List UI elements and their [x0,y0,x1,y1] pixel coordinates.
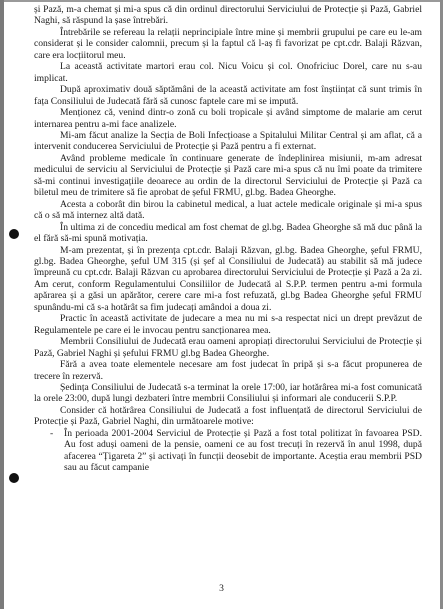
paragraph: Consider că hotărârea Consiliului de Judecată a fost influențată de directorul Serviciului de Protecție și Pază, Gabriel Naghi, din următoarele motive: [34,404,422,428]
paragraph: și Pază, m-a chemat și mi-a spus că din ordinul directorului Serviciului de Protecție și Pază, Gabriel Naghi, să răspund la șase întrebări. [34,4,422,27]
paragraph: Menționez că, venind dintr-o zonă cu boli tropicale și având simptome de malarie am cerut internarea pentru a-mi face analizele. [34,107,422,130]
document-body [34,4,422,474]
paragraph: Mi-am făcut analize la Secția de Boli Infecțioase a Spitalului Militar Central și am aflat, că a intervenit conducerea Serviciului de Protecție și Pază pentru a fi externat. [34,129,422,153]
page-top-edge [0,0,443,2]
paragraph: Acesta a coborât din birou la cabinetul medical, a luat actele medicale originale și mi-a spus că o să mă internez altă dată. [34,198,422,222]
paragraph: După aproximativ două săptămâni de la această activitate am fost înștiințat că sunt trimis în fața Consiliului de Judecată fără să cunosc faptele care mi se impută. [34,84,422,107]
paragraph: Întrebările se refereau la relații neprincipiale între mine și membrii grupului pe care eu le-am considerat și le consider calomnii, precum și la faptul că l-aș fi favorizat pe cpt.cdr. Balaji Răzvan, care era locțiitorul meu. [34,26,422,61]
bullet-item: - În perioada 2001-2004 Serviciul de Protecție și Pază a fost total politizat în favoarea PSD. Au fost aduși oameni de la pensie, oameni ce au fost trecuți în rezervă în anul 1998, după afacerea “Țigareta 2” și activați în funcții deosebit de importante. Aceștia erau membrii PSD sau au făcut campanie [64,428,422,474]
paragraph: Având probleme medicale în continuare generate de îndeplinirea misiunii, m-am adresat medicului de serviciu al Serviciului de Protecție și Pază care mi-a spus că nu îmi poate da trimitere să-mi continui investigațiile deoarece au ordin de la directorul Serviciului de Protecție și Pază ca biletul meu de trimitere să fie aprobat de șeful FRMU, gl.bg. Badea Gheorghe. [34,152,422,199]
paragraph: Fără a avea toate elementele necesare am fost judecat în pripă și s-a făcut propunerea de trecere în rezervă. [34,359,422,382]
paragraph: La această activitate martori erau col. Nicu Voicu și col. Onofriciuc Dorel, care nu s-au implicat. [34,61,422,84]
page-number: 3 [219,583,224,594]
bullet-list [34,428,422,474]
paragraph: Practic în această activitate de judecare a mea nu mi s-a respectat nici un drept prevăzut de Regulamentele pe care ei le invocau pentru sancționarea mea. [34,313,422,336]
punch-hole-icon [9,473,19,483]
paragraph: Ședința Consiliului de Judecată s-a terminat la orele 17:00, iar hotărârea mi-a fost comunicată la orele 23:00, după lungi dezbateri între membrii Consiliului și informari ale conducerii S.P.P. [34,381,422,405]
paragraph: Membrii Consiliului de Judecată erau oameni apropiați directorului Serviciului de Protecție și Pază, Gabriel Naghi și șefului FRMU gl.bg Badea Gheorghe. [34,336,422,359]
page-left-edge [0,0,4,609]
paragraph: În ultima zi de concediu medical am fost chemat de gl.bg. Badea Gheorghe să mă duc până la el fără să-mi spună motivația. [34,221,422,245]
punch-hole-icon [9,229,19,239]
paragraph: M-am prezentat, și în prezența cpt.cdr. Balaji Răzvan, gl.bg. Badea Gheorghe, șeful FRMU, gl.bg. Badea Gheorghe, șeful UM 315 (și șef al Consiliului de Judecată) au stabilit să mă judece împreună cu cpt.cdr. Balaji Răzvan cu aprobarea directorului Serviciului de Protecție și Pază a 2a zi. Am cerut, conform Regulamentului Consiliilor de Judecată al S.P.P. termen pentru a-mi formula apărarea și a găsi un apărător, cerere care mi-a fost refuzată, gl.bg Badea Gheorghe șeful FRMU spunându-mi că s-a hotărât sa fim judecați amândoi a doua zi. [34,244,422,313]
